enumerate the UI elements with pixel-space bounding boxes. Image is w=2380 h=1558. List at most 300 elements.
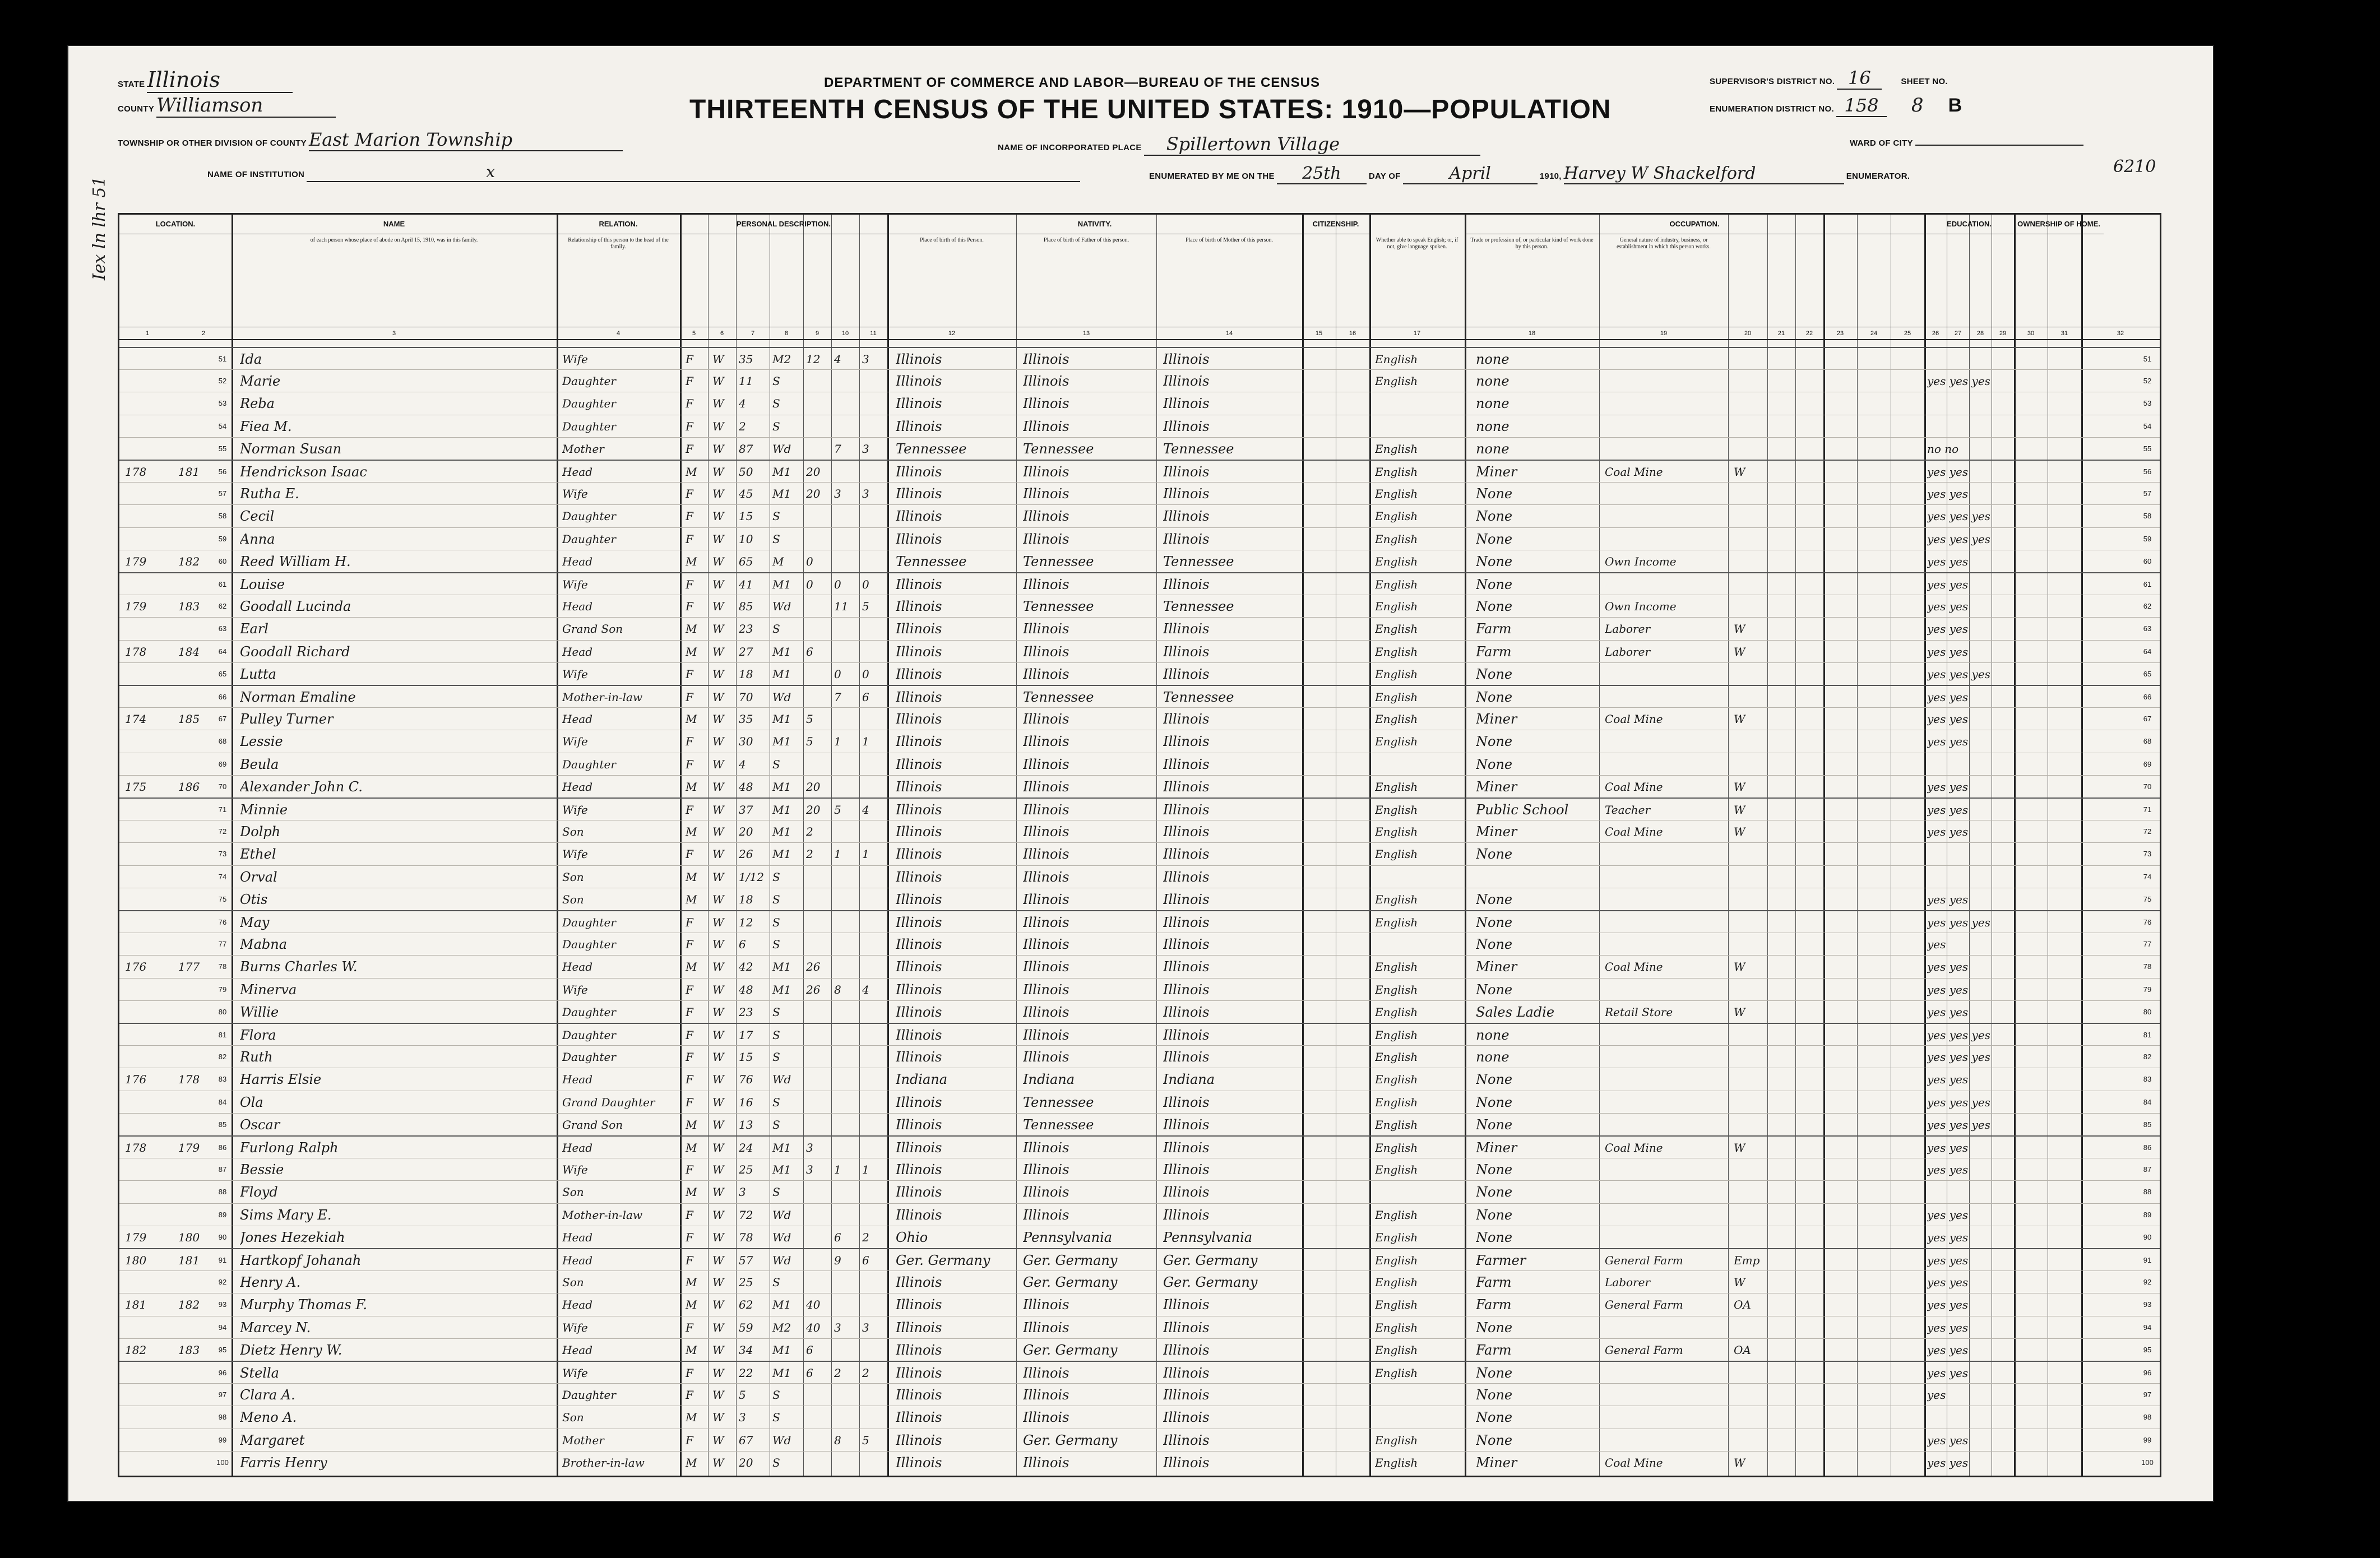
- line-number: 66: [218, 693, 227, 701]
- sex: M: [686, 1343, 697, 1357]
- relation: Wife: [562, 1366, 588, 1380]
- language: English: [1375, 667, 1418, 681]
- years-married: [806, 393, 831, 414]
- birthplace-person: Illinois: [896, 1365, 942, 1381]
- line-number: 72: [218, 827, 227, 836]
- line-number-right: 100: [2141, 1458, 2154, 1467]
- birthplace-mother: Illinois: [1163, 508, 1210, 525]
- family-number: [178, 1430, 229, 1450]
- table-row: [119, 730, 2160, 753]
- column-number: 10: [831, 327, 859, 340]
- trade: none: [1476, 1027, 1510, 1043]
- years-married: 40: [806, 1298, 821, 1312]
- years-married: [806, 867, 831, 887]
- age: 16: [739, 1095, 753, 1109]
- education: yes yes yes: [1927, 532, 1990, 546]
- industry: Laborer: [1605, 622, 1651, 636]
- employer-status: [1734, 596, 1767, 616]
- language: English: [1375, 554, 1418, 568]
- marital-status: S: [772, 1050, 780, 1064]
- birthplace-mother: Illinois: [1163, 756, 1210, 772]
- relation: Mother: [562, 1433, 604, 1447]
- children-living: [862, 1385, 887, 1405]
- language: [1375, 1407, 1465, 1427]
- family-number: [178, 574, 229, 595]
- family-number: [178, 1407, 229, 1427]
- marital-status: M2: [772, 1320, 791, 1334]
- age: 3: [739, 1185, 746, 1199]
- language: [1375, 754, 1465, 775]
- age: 25: [739, 1276, 753, 1290]
- children-living: 0: [862, 667, 869, 681]
- birthplace-person: Illinois: [896, 1162, 942, 1178]
- education: yes yes: [1927, 465, 1969, 479]
- sex: M: [686, 644, 697, 659]
- employer-status: W: [1734, 712, 1745, 726]
- birthplace-father: Illinois: [1023, 351, 1069, 367]
- children-living: [862, 551, 887, 572]
- trade: None: [1476, 915, 1513, 930]
- institution-label: NAME OF INSTITUTION: [207, 170, 305, 179]
- line-number: 88: [218, 1188, 227, 1197]
- education: [1927, 416, 2017, 437]
- language: English: [1375, 465, 1418, 479]
- education: [1927, 393, 2017, 414]
- table-row: [119, 1338, 2160, 1361]
- sex: F: [686, 735, 693, 749]
- relation: Head: [562, 1073, 593, 1087]
- dwelling-number: [125, 1205, 170, 1225]
- sex: M: [686, 1298, 697, 1312]
- person-name: Sims Mary E.: [240, 1207, 332, 1223]
- line-number: 95: [218, 1345, 227, 1354]
- language: English: [1375, 1366, 1418, 1380]
- language: English: [1375, 780, 1418, 794]
- relation: Daughter: [562, 916, 616, 929]
- children-living: 6: [862, 690, 869, 704]
- table-row: [119, 1361, 2160, 1384]
- line-number-right: 81: [2143, 1031, 2152, 1039]
- person-name: Reed William H.: [240, 553, 351, 569]
- line-number: 60: [218, 557, 227, 565]
- family-number: 186: [178, 780, 200, 794]
- birthplace-person: Illinois: [896, 621, 942, 637]
- race: W: [712, 712, 724, 726]
- family-number: [178, 1385, 229, 1405]
- trade: None: [1476, 1432, 1513, 1448]
- dwelling-number: [125, 822, 170, 842]
- family-number: 183: [178, 600, 200, 614]
- relation: Daughter: [562, 1050, 616, 1064]
- sex: F: [686, 1230, 693, 1244]
- dwelling-number: [125, 1407, 170, 1427]
- marital-status: Wd: [772, 690, 791, 704]
- race: W: [712, 1005, 724, 1019]
- column-number: 28: [1969, 327, 1992, 340]
- birthplace-father: Illinois: [1023, 1365, 1069, 1381]
- language: English: [1375, 1343, 1418, 1357]
- marital-status: S: [772, 1455, 780, 1469]
- birthplace-mother: Illinois: [1163, 915, 1210, 930]
- person-name: Lutta: [240, 666, 276, 682]
- birthplace-mother: Illinois: [1163, 1027, 1210, 1043]
- education: yes yes yes: [1927, 374, 1990, 388]
- age: 48: [739, 780, 753, 794]
- employer-status: [1734, 393, 1767, 414]
- education: yes yes: [1927, 1141, 1969, 1154]
- birthplace-mother: Ger. Germany: [1163, 1253, 1258, 1268]
- employer-status: [1734, 980, 1767, 1000]
- race: W: [712, 1118, 724, 1132]
- dwelling-number: 179: [125, 600, 147, 614]
- children-living: 6: [862, 1254, 869, 1267]
- employer-status: [1734, 1069, 1767, 1089]
- line-number-right: 73: [2143, 850, 2152, 859]
- years-married: [806, 912, 831, 933]
- children-born: [834, 462, 859, 482]
- birthplace-father: Illinois: [1023, 1140, 1069, 1156]
- children-born: 2: [834, 1366, 841, 1380]
- table-row: [119, 685, 2160, 708]
- family-number: [178, 664, 229, 684]
- relation: Head: [562, 1141, 593, 1154]
- birthplace-mother: Illinois: [1163, 373, 1210, 390]
- table-row: [119, 1451, 2160, 1474]
- trade: [1476, 867, 1599, 887]
- column-number: 17: [1369, 327, 1465, 340]
- birthplace-person: Illinois: [896, 1116, 942, 1133]
- years-married: [806, 1205, 831, 1225]
- years-married: [806, 1025, 831, 1045]
- line-number: 64: [218, 647, 227, 656]
- children-born: 8: [834, 1433, 841, 1447]
- column-number: 7: [736, 327, 770, 340]
- age: 25: [739, 1163, 753, 1177]
- relation: Wife: [562, 735, 588, 749]
- relation: Wife: [562, 982, 588, 996]
- industry: [1605, 1069, 1728, 1089]
- race: W: [712, 1433, 724, 1447]
- sex: M: [686, 554, 697, 568]
- race: W: [712, 1254, 724, 1267]
- line-number: 68: [218, 737, 227, 746]
- dwelling-number: 178: [125, 465, 147, 479]
- table-row: [119, 1203, 2160, 1226]
- industry: [1605, 349, 1728, 369]
- industry: [1605, 867, 1728, 887]
- years-married: [806, 934, 831, 954]
- education: yes yes yes: [1927, 1118, 1990, 1132]
- line-number: 92: [218, 1278, 227, 1287]
- marital-status: S: [772, 509, 780, 523]
- family-number: 183: [178, 1343, 200, 1357]
- race: W: [712, 1141, 724, 1154]
- sex: M: [686, 892, 697, 906]
- line-number: 62: [218, 602, 227, 611]
- race: W: [712, 1298, 724, 1312]
- industry: Coal Mine: [1605, 1455, 1663, 1469]
- sex: M: [686, 1455, 697, 1469]
- age: 85: [739, 600, 753, 614]
- years-married: [806, 687, 831, 707]
- trade: None: [1476, 1207, 1513, 1223]
- table-row: [119, 662, 2160, 685]
- trade: None: [1476, 689, 1513, 705]
- birthplace-father: Illinois: [1023, 915, 1069, 930]
- marital-status: S: [772, 757, 780, 771]
- person-name: Beula: [240, 756, 279, 772]
- industry: Own Income: [1605, 600, 1677, 614]
- line-number-right: 69: [2143, 759, 2152, 768]
- education: yes yes: [1927, 622, 1969, 636]
- marital-status: S: [772, 374, 780, 388]
- education: yes yes yes: [1927, 1028, 1990, 1042]
- age: 4: [739, 397, 746, 411]
- children-born: 7: [834, 442, 841, 456]
- language: English: [1375, 1208, 1418, 1222]
- dwelling-number: [125, 1430, 170, 1450]
- children-living: [862, 642, 887, 662]
- birthplace-person: Illinois: [896, 1387, 942, 1403]
- family-number: 179: [178, 1141, 200, 1154]
- children-living: [862, 619, 887, 639]
- language: [1375, 1385, 1465, 1405]
- language: English: [1375, 1230, 1418, 1244]
- dwelling-number: [125, 1025, 170, 1045]
- relation: Wife: [562, 1163, 588, 1177]
- line-number: 86: [218, 1143, 227, 1152]
- industry: Coal Mine: [1605, 780, 1663, 794]
- birthplace-mother: Illinois: [1163, 1094, 1210, 1110]
- sex: F: [686, 442, 693, 456]
- industry: General Farm: [1605, 1343, 1683, 1357]
- marital-status: Wd: [772, 1433, 791, 1447]
- birthplace-person: Illinois: [896, 1342, 942, 1358]
- location-group-header: LOCATION.: [119, 215, 231, 234]
- marital-status: S: [772, 532, 780, 546]
- years-married: [806, 1227, 831, 1248]
- column-number: 29: [1992, 327, 2014, 340]
- line-number: 78: [218, 962, 227, 971]
- line-number: 93: [218, 1300, 227, 1309]
- children-born: [834, 551, 859, 572]
- children-living: [862, 1069, 887, 1089]
- marital-status: S: [772, 1095, 780, 1109]
- relation-column-description: Relationship of this person to the head of the family.: [568, 237, 669, 250]
- employer-status: [1734, 1160, 1767, 1180]
- trade: None: [1476, 486, 1513, 502]
- trade: None: [1476, 531, 1513, 547]
- sex: M: [686, 1141, 697, 1154]
- sex: M: [686, 825, 697, 839]
- age: 67: [739, 1433, 753, 1447]
- age: 62: [739, 1298, 753, 1312]
- birthplace-father: Illinois: [1023, 1454, 1069, 1471]
- person-name: Harris Elsie: [240, 1072, 322, 1088]
- children-born: 3: [834, 1320, 841, 1334]
- birthplace-father: Tennessee: [1023, 1094, 1094, 1110]
- birthplace-person: Illinois: [896, 1049, 942, 1065]
- dwelling-number: [125, 1363, 170, 1383]
- employer-status: [1734, 574, 1767, 595]
- birthplace-father: Illinois: [1023, 396, 1069, 412]
- sex: F: [686, 1073, 693, 1087]
- children-born: 11: [834, 600, 849, 614]
- line-number: 55: [218, 444, 227, 453]
- person-name: Norman Susan: [240, 440, 342, 457]
- years-married: [806, 664, 831, 684]
- birthplace-mother: Illinois: [1163, 1409, 1210, 1426]
- language: English: [1375, 578, 1418, 591]
- birthplace-father: Illinois: [1023, 824, 1069, 840]
- employer-status: [1734, 1115, 1767, 1135]
- children-living: [862, 1047, 887, 1067]
- birthplace-mother: Illinois: [1163, 666, 1210, 682]
- birthplace-father: Illinois: [1023, 621, 1069, 637]
- column-number: 6: [708, 327, 736, 340]
- education: yes yes: [1927, 487, 1969, 501]
- education: yes yes: [1927, 1230, 1969, 1244]
- years-married: 6: [806, 1366, 813, 1380]
- marital-status: S: [772, 1185, 780, 1199]
- family-number: [178, 1363, 229, 1383]
- line-number-right: 84: [2143, 1097, 2152, 1106]
- table-row: [119, 1226, 2160, 1249]
- education: [1927, 867, 2017, 887]
- marital-status: Wd: [772, 1254, 791, 1267]
- line-number: 73: [218, 850, 227, 859]
- children-born: [834, 1092, 859, 1112]
- relation: Head: [562, 712, 593, 726]
- race: W: [712, 1230, 724, 1244]
- employer-status: [1734, 1430, 1767, 1450]
- trade: Miner: [1476, 824, 1517, 840]
- years-married: [806, 416, 831, 437]
- birthplace-mother: Illinois: [1163, 802, 1210, 818]
- years-married: 5: [806, 735, 813, 749]
- employer-status: [1734, 1092, 1767, 1112]
- industry: [1605, 912, 1728, 933]
- line-number: 52: [218, 377, 227, 386]
- table-row: [119, 617, 2160, 640]
- ownership-header: OWNERSHIP OF HOME.: [2014, 215, 2104, 234]
- children-born: [834, 912, 859, 933]
- name-group-header: NAME: [231, 215, 557, 234]
- county-label: COUNTY: [118, 104, 155, 114]
- relation: Wife: [562, 667, 588, 681]
- sex: F: [686, 1050, 693, 1064]
- industry: [1605, 529, 1728, 549]
- children-born: [834, 957, 859, 977]
- race: W: [712, 600, 724, 614]
- line-number-right: 54: [2143, 421, 2152, 430]
- line-number-right: 64: [2143, 647, 2152, 656]
- employer-status: [1734, 1205, 1767, 1225]
- line-number: 63: [218, 624, 227, 633]
- race: W: [712, 1276, 724, 1290]
- education: yes yes: [1927, 1320, 1969, 1334]
- industry: General Farm: [1605, 1298, 1683, 1312]
- race: W: [712, 1388, 724, 1402]
- birthplace-person: Illinois: [896, 418, 942, 434]
- language: [1375, 934, 1465, 954]
- relation: Grand Daughter: [562, 1095, 655, 1109]
- education: yes yes: [1927, 1455, 1969, 1469]
- line-number-right: 96: [2143, 1369, 2152, 1377]
- dwelling-number: [125, 889, 170, 910]
- employer-status: [1734, 1407, 1767, 1427]
- years-married: [806, 619, 831, 639]
- dwelling-number: [125, 731, 170, 752]
- language: English: [1375, 982, 1418, 996]
- table-row: [119, 437, 2160, 460]
- line-number-right: 62: [2143, 602, 2152, 611]
- employer-status: [1734, 912, 1767, 933]
- birthplace-father: Illinois: [1023, 1162, 1069, 1178]
- trade: None: [1476, 577, 1513, 592]
- language: [1375, 1182, 1465, 1202]
- race: W: [712, 847, 724, 861]
- years-married: [806, 1272, 831, 1292]
- language: English: [1375, 1073, 1418, 1087]
- year-label: 1910,: [1539, 171, 1562, 181]
- language: English: [1375, 916, 1418, 929]
- line-number-right: 75: [2143, 894, 2152, 903]
- marital-status: M1: [772, 803, 791, 817]
- education: [1927, 1182, 2017, 1202]
- birthplace-mother: Tennessee: [1163, 599, 1234, 615]
- industry: [1605, 1115, 1728, 1135]
- sex: F: [686, 600, 693, 614]
- birthplace-person: Illinois: [896, 1184, 942, 1200]
- relation: Wife: [562, 1320, 588, 1334]
- birthplace-person: Illinois: [896, 508, 942, 525]
- years-married: 6: [806, 644, 813, 659]
- person-name: Ida: [240, 351, 262, 367]
- dwelling-number: [125, 371, 170, 391]
- line-number: 67: [218, 715, 227, 724]
- industry: [1605, 371, 1728, 391]
- line-number-right: 97: [2143, 1390, 2152, 1399]
- person-name: Orval: [240, 869, 277, 885]
- sex: F: [686, 667, 693, 681]
- birthplace-father: Illinois: [1023, 778, 1069, 795]
- family-number: [178, 1002, 229, 1022]
- institution-value: x: [307, 163, 1080, 182]
- employer-status: [1734, 1047, 1767, 1067]
- birthplace-father: Illinois: [1023, 756, 1069, 772]
- children-living: [862, 529, 887, 549]
- education: [1927, 349, 2017, 369]
- sex: F: [686, 757, 693, 771]
- relation: Grand Son: [562, 622, 623, 636]
- children-living: [862, 393, 887, 414]
- years-married: [806, 1182, 831, 1202]
- children-living: [862, 1092, 887, 1112]
- line-number: 97: [218, 1390, 227, 1399]
- line-number: 80: [218, 1007, 227, 1016]
- birthplace-person: Illinois: [896, 846, 942, 863]
- race: W: [712, 690, 724, 704]
- race: W: [712, 982, 724, 996]
- age: 45: [739, 487, 753, 501]
- sex: M: [686, 465, 697, 479]
- birthplace-person: Illinois: [896, 1004, 942, 1020]
- family-number: [178, 1318, 229, 1338]
- relation: Head: [562, 1254, 593, 1267]
- family-number: 185: [178, 712, 200, 726]
- marital-status: M1: [772, 735, 791, 749]
